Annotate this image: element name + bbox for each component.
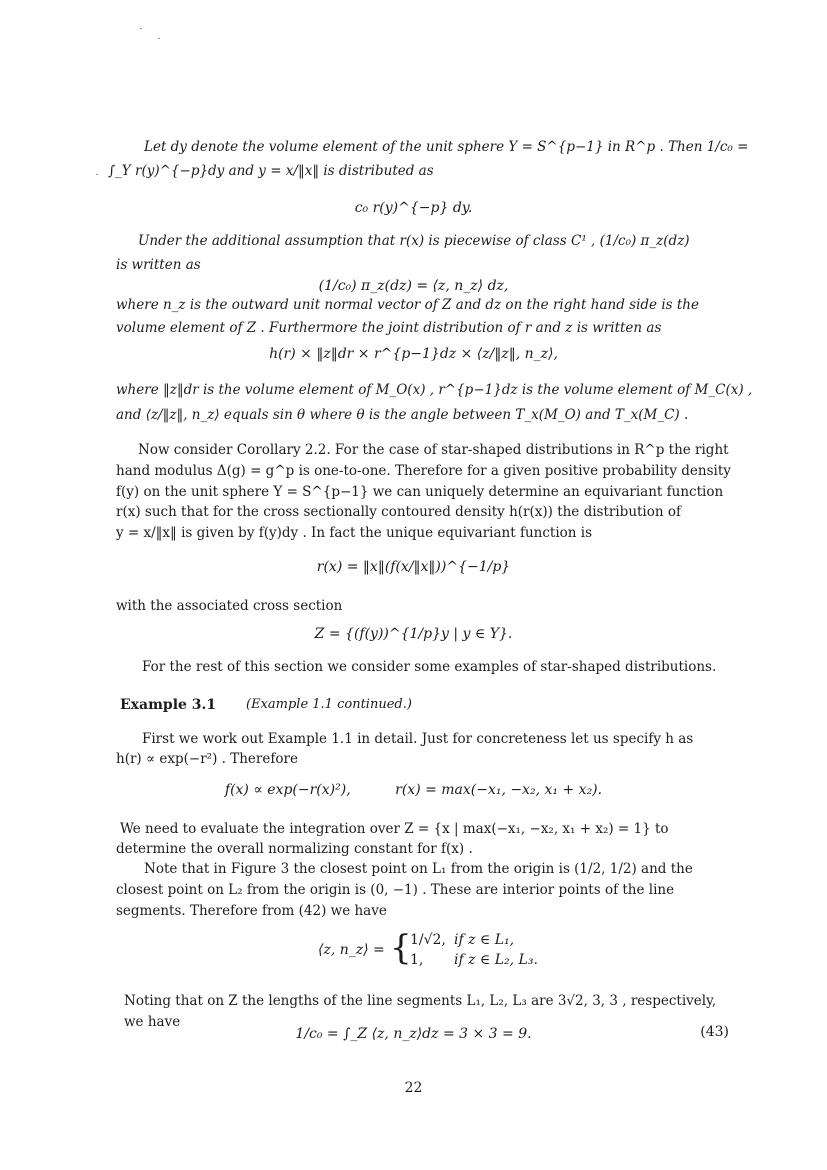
para10-line1: Note that in Figure 3 the closest point on L₁ from the origin is (1/2, 1/2) and the xyxy=(144,861,693,877)
para5-line2: hand modulus Δ(g) = g^p is one-to-one. Therefore for a given positive probability density xyxy=(116,463,731,479)
para7: For the rest of this section we consider some examples of star-shaped distributions. xyxy=(142,659,717,675)
para11-line2: we have xyxy=(124,1014,181,1030)
equation-Z: Z = {(f(y))^{1/p}y | y ∈ Y}. xyxy=(314,626,513,642)
case2-value: 1, xyxy=(410,952,424,968)
para5-line4: r(x) such that for the cross sectionally contoured density h(r(x)) the distribution of xyxy=(116,504,681,520)
para9-line2: determine the overall normalizing constant for f(x) . xyxy=(116,841,473,857)
para1-line2: ∫_Y r(y)^{−p}dy and y = x/‖x‖ is distributed as xyxy=(108,163,434,179)
example-note: (Example 1.1 continued.) xyxy=(246,697,412,712)
para9-line1: We need to evaluate the integration over Z = {x | max(−x₁, −x₂, x₁ + x₂) = 1} to xyxy=(120,821,669,837)
para5-line3: f(y) on the unit sphere Y = S^{p−1} we can uniquely determine an equivariant function xyxy=(116,484,724,500)
equation-pi: (1/c₀) π_z(dz) = ⟨z, n_z⟩ dz, xyxy=(318,278,509,294)
scan-speck xyxy=(140,28,142,29)
page-number: 22 xyxy=(404,1080,423,1096)
case1-condition: if z ∈ L₁, xyxy=(454,932,515,948)
para3-line1: where n_z is the outward unit normal vector of Z and dz on the right hand side is the xyxy=(116,297,699,313)
para1-line1: Let dy denote the volume element of the unit sphere Y = S^{p−1} in R^p . Then 1/c₀ = xyxy=(144,139,749,155)
para6: with the associated cross section xyxy=(116,598,343,614)
cases-brace: { xyxy=(390,928,412,968)
para4-line2: and ⟨z/‖z‖, n_z⟩ equals sin θ where θ is the angle between T_x(M_O) and T_x(M_C) . xyxy=(116,407,689,423)
para8-line2: h(r) ∝ exp(−r²) . Therefore xyxy=(116,751,298,767)
para11-line1: Noting that on Z the lengths of the line segments L₁, L₂, L₃ are 3√2, 3, 3 , respectively, xyxy=(124,993,717,1009)
para10-line3: segments. Therefore from (42) we have xyxy=(116,903,387,919)
example-label: Example 3.1 xyxy=(120,697,217,713)
case1-value: 1/√2, xyxy=(410,932,446,948)
para10-line2: closest point on L₂ from the origin is (0, −1) . These are interior points of the line xyxy=(116,882,675,898)
case2-condition: if z ∈ L₂, L₃. xyxy=(454,952,538,968)
equation-r: r(x) = ‖x‖(f(x/‖x‖))^{−1/p} xyxy=(316,559,511,575)
scan-speck xyxy=(158,38,160,39)
para5-line1: Now consider Corollary 2.2. For the case of star-shaped distributions in R^p the right xyxy=(138,442,729,458)
para8-line1: First we work out Example 1.1 in detail. Just for concreteness let us specify h as xyxy=(142,731,694,747)
equation-c0: 1/c₀ = ∫_Z ⟨z, n_z⟩dz = 3 × 3 = 9. xyxy=(295,1026,532,1042)
scan-speck xyxy=(96,174,98,175)
equation-distribution: c₀ r(y)^{−p} dy. xyxy=(354,200,473,216)
cases-lhs: ⟨z, n_z⟩ = xyxy=(318,942,385,958)
equation-f: f(x) ∝ exp(−r(x)²), r(x) = max(−x₁, −x₂, x₁ + x₂). xyxy=(224,782,603,798)
para2-line2: is written as xyxy=(116,257,201,273)
para3-line2: volume element of Z . Furthermore the joint distribution of r and z is written as xyxy=(116,320,662,336)
para5-line5: y = x/‖x‖ is given by f(y)dy . In fact the unique equivariant function is xyxy=(116,525,593,541)
para4-line1: where ‖z‖dr is the volume element of M_O(x) , r^{p−1}dz is the volume element of M_C(x) , xyxy=(116,382,753,398)
equation-joint: h(r) × ‖z‖dr × r^{p−1}dz × ⟨z/‖z‖, n_z⟩, xyxy=(269,346,558,362)
equation-number: (43) xyxy=(700,1024,729,1040)
para2-line1: Under the additional assumption that r(x) is piecewise of class C¹ , (1/c₀) π_z(dz) xyxy=(138,233,690,249)
